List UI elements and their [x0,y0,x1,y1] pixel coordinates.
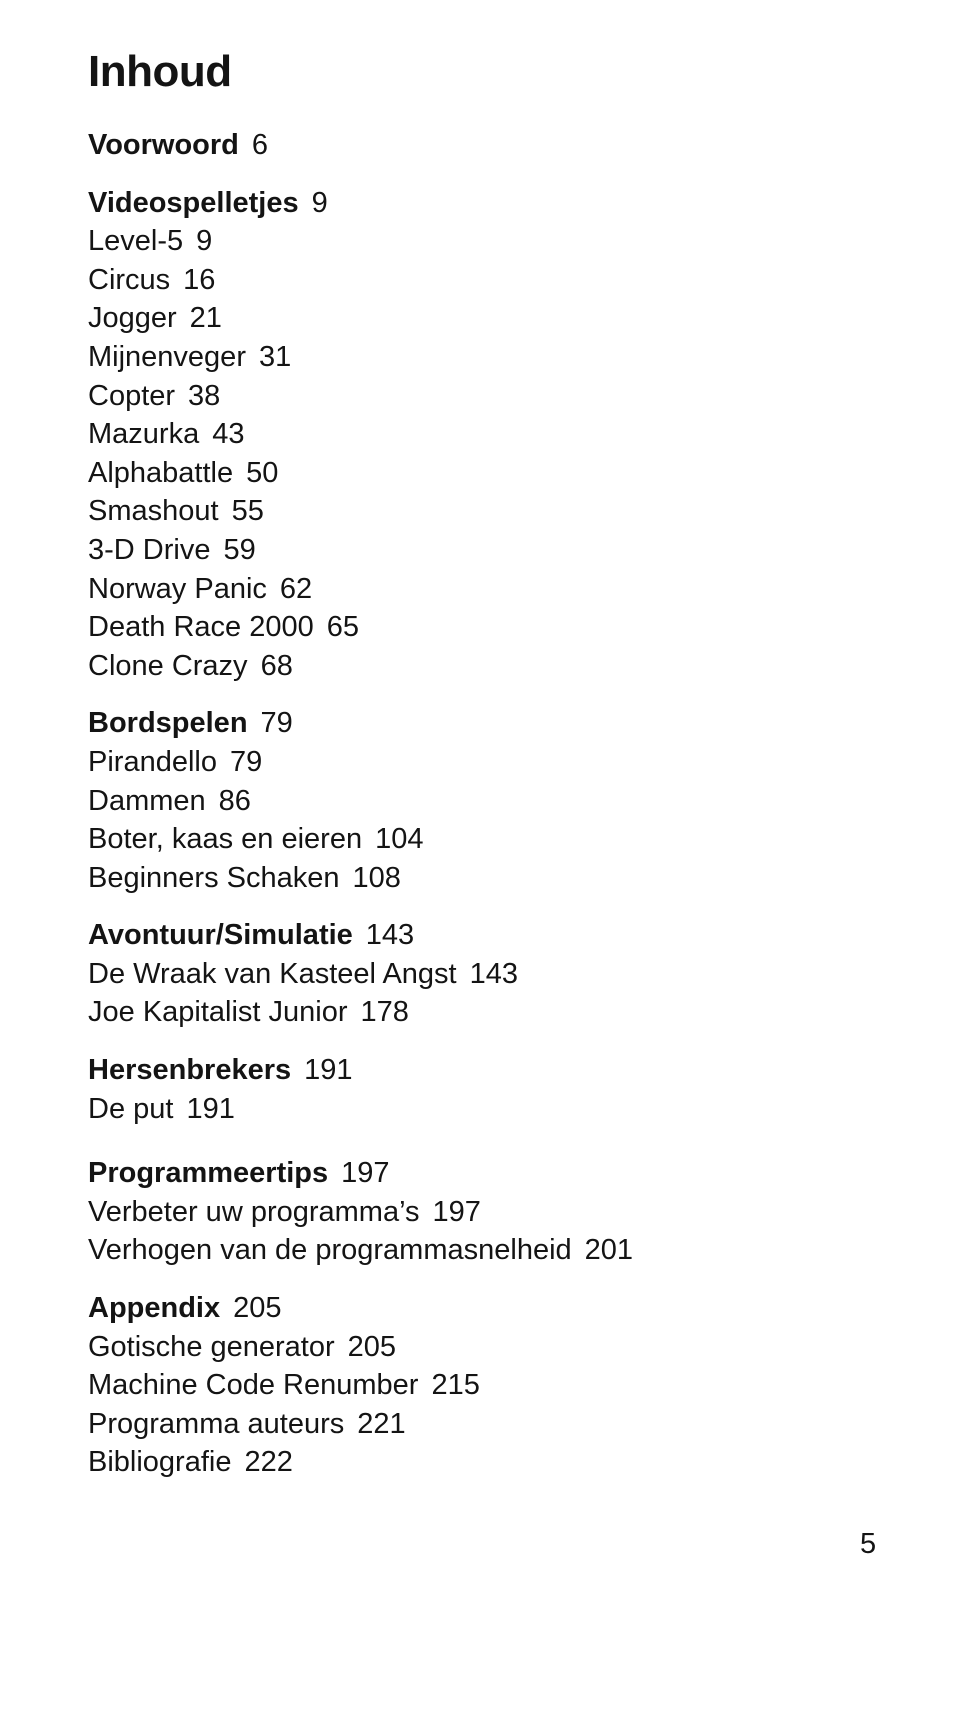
toc-entry [88,993,908,1032]
toc-entry [88,782,908,821]
toc-heading-label: Avontuur/Simulatie [88,919,353,952]
toc-entry-label: Bibliografie [88,1446,232,1479]
toc-entry [88,415,908,454]
toc-page-number: 86 [218,784,251,817]
toc-entry-label: Smashout [88,495,219,528]
toc-page-number: 16 [183,263,216,296]
toc-entry [88,608,908,647]
toc-page-number: 191 [304,1054,353,1087]
toc-entry-label: Verhogen van de programmasnelheid [88,1234,572,1267]
toc-entry [88,955,908,994]
toc-entry-label: Programma auteurs [88,1407,345,1440]
section-spacer [88,685,908,704]
toc-heading-label: Programmeertips [88,1157,329,1190]
toc-entry-label: Circus [88,263,171,296]
toc-entry [88,1328,908,1367]
toc-entry [88,1090,908,1129]
toc-entry [88,1366,908,1405]
toc-page-number: 201 [584,1234,634,1267]
toc-page-number: 55 [231,495,264,528]
toc-page-number: 65 [326,611,359,644]
toc-section-programmeertips [88,1154,908,1270]
toc-page-number: 104 [375,823,424,856]
toc-page-number: 62 [279,572,313,605]
page-number-footer: 5 [860,1528,877,1560]
toc-section-avontuur-simulatie [88,916,908,1032]
toc-entry-label: Norway Panic [88,572,267,605]
toc-page-number: 79 [229,745,263,778]
toc-page-number: 43 [212,418,245,451]
toc-entry [88,1193,908,1232]
section-spacer [88,1032,908,1051]
toc-page-number: 68 [260,649,293,682]
toc-page-number: 205 [233,1292,282,1325]
toc-section-appendix [88,1289,908,1482]
toc-entry [88,1443,908,1482]
toc-entry-label: 3-D Drive [88,533,211,566]
toc-entry [88,261,908,300]
toc-section-videospelletjes [88,184,908,686]
section-spacer [88,1270,908,1289]
toc-entry [88,743,908,782]
toc-entry-label: Verbeter uw programma’s [88,1195,420,1228]
toc-entry [88,570,908,609]
page-title: Inhoud [88,47,232,96]
toc-entry-label: De Wraak van Kasteel Angst [88,957,457,990]
toc-entry-label: Mazurka [88,418,200,451]
toc-entry [88,377,908,416]
toc-entry [88,820,908,859]
toc-entry-label: Copter [88,379,176,412]
toc-entry-label: Dammen [88,784,206,817]
toc-heading-label: Voorwoord [88,129,239,161]
toc-page-number: 222 [244,1446,293,1479]
toc-page-number: 205 [347,1330,397,1363]
toc-entry-label: Level-5 [88,225,184,258]
toc-entry [88,492,908,531]
toc-heading-label: Bordspelen [88,707,248,740]
toc-entry-label: De put [88,1092,174,1125]
toc-entry-label: Pirandello [88,745,217,778]
toc-entry-label: Joe Kapitalist Junior [88,996,348,1029]
toc-entry [88,647,908,686]
toc-page-number: 108 [352,861,401,894]
toc-entry [88,454,908,493]
toc-page-number: 221 [357,1407,406,1440]
toc-page-number: 6 [251,129,269,161]
toc-entry-label: Boter, kaas en eieren [88,823,363,856]
toc-entry [88,299,908,338]
toc-heading-label: Hersenbrekers [88,1054,292,1087]
toc-page-number: 50 [246,456,279,489]
section-spacer [88,165,908,184]
section-spacer [88,1128,908,1154]
toc-page-number: 197 [341,1157,390,1190]
toc-section-heading [88,704,908,743]
toc-entry-label: Mijnenveger [88,340,246,373]
toc-page-number: 178 [360,996,409,1029]
toc-page-number: 191 [186,1092,235,1125]
toc-section-heading [88,1289,908,1328]
toc-page-number: 9 [196,225,213,258]
toc-page-number: 197 [432,1195,481,1228]
toc-heading-label: Appendix [88,1292,221,1325]
toc-entry-label: Jogger [88,302,177,335]
toc-entry [88,1405,908,1444]
toc-section-bordspelen [88,704,908,897]
toc-heading-label: Videospelletjes [88,186,299,219]
toc-page-number: 38 [188,379,221,412]
toc-section-heading [88,916,908,955]
toc-page-number: 215 [431,1369,480,1402]
toc-section-heading [88,184,908,223]
section-spacer [88,897,908,916]
toc-page-number: 21 [189,302,222,335]
toc-entry-label: Clone Crazy [88,649,248,682]
toc-section-hersenbrekers [88,1051,908,1128]
toc-section-heading [88,1051,908,1090]
toc-entry-label: Beginners Schaken [88,861,340,894]
toc-page-number: 59 [223,533,256,566]
toc-entry-foreword [88,126,908,165]
toc-entry [88,338,908,377]
table-of-contents [88,126,908,1482]
toc-page-number: 79 [260,707,293,740]
toc-entry [88,1231,908,1270]
toc-entry [88,222,908,261]
toc-entry-label: Death Race 2000 [88,611,314,644]
toc-page-number: 143 [469,957,518,990]
toc-page-number: 143 [365,919,415,952]
toc-entry [88,531,908,570]
toc-entry-label: Machine Code Renumber [88,1369,419,1402]
toc-entry [88,859,908,898]
toc-entry-label: Gotische generator [88,1330,335,1363]
toc-entry-label: Alphabattle [88,456,234,489]
toc-page-number: 31 [258,340,292,373]
toc-section-heading [88,1154,908,1193]
toc-page-number: 9 [311,186,328,219]
